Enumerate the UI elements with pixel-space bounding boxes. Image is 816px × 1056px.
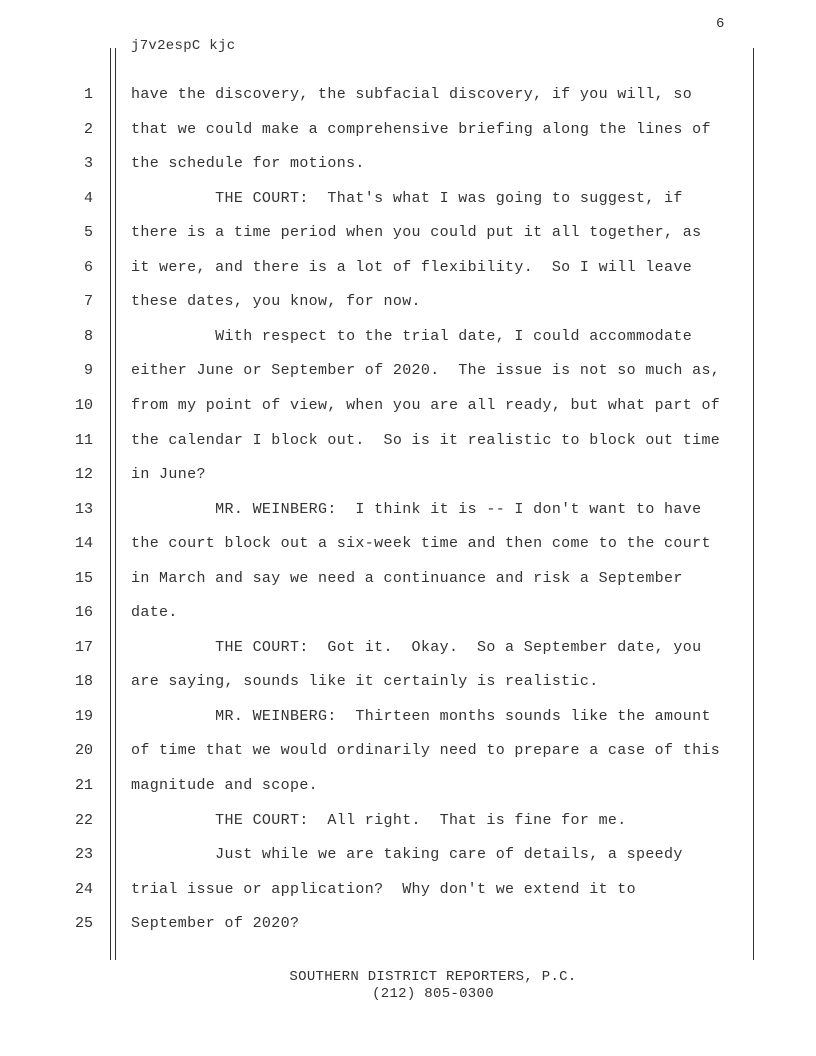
transcript-line: that we could make a comprehensive briefing along the lines of <box>131 120 711 138</box>
transcript-line: With respect to the trial date, I could accommodate <box>131 327 693 345</box>
line-number: 2 <box>83 120 93 138</box>
line-number: 6 <box>83 258 93 276</box>
transcript-line: the calendar I block out. So is it realistic to block out time <box>131 431 721 449</box>
footer <box>0 969 816 1003</box>
footer-phone: (212) 805-0300 <box>372 986 494 1002</box>
left-margin-rule-inner <box>115 48 116 960</box>
transcript-line: of time that we would ordinarily need to prepare a case of this <box>131 742 721 760</box>
line-number: 19 <box>74 707 93 725</box>
transcript-line: the schedule for motions. <box>131 155 365 173</box>
line-number: 10 <box>74 396 93 414</box>
transcript-line: MR. WEINBERG: I think it is -- I don't want to have <box>131 500 702 518</box>
line-number: 12 <box>74 466 93 484</box>
transcript-line: are saying, sounds like it certainly is realistic. <box>131 673 599 691</box>
transcript-line: the court block out a six-week time and then come to the court <box>131 535 711 553</box>
transcript-line: either June or September of 2020. The issue is not so much as, <box>131 362 721 380</box>
line-number: 23 <box>74 846 93 864</box>
line-number: 21 <box>74 777 93 794</box>
transcript-line: in March and say we need a continuance and risk a September <box>131 569 683 587</box>
line-number: 5 <box>83 224 93 242</box>
transcript-line: Just while we are taking care of details, a speedy <box>131 846 683 864</box>
transcript-line: MR. WEINBERG: Thirteen months sounds like the amount <box>131 707 711 725</box>
transcript-line: magnitude and scope. <box>131 777 319 794</box>
transcript-line: from my point of view, when you are all ready, but what part of <box>131 396 721 414</box>
transcript-line: in June? <box>131 466 206 484</box>
transcript-line: trial issue or application? Why don't we extend it to <box>131 880 636 898</box>
line-number: 14 <box>74 535 93 553</box>
header-code: j7v2espC kjc <box>131 38 236 54</box>
right-margin-rule <box>753 48 754 960</box>
line-number: 1 <box>83 86 93 103</box>
page-number: 6 <box>716 16 725 32</box>
left-margin-rule-outer <box>110 48 111 960</box>
line-number: 11 <box>74 431 93 449</box>
transcript-line: date. <box>131 604 178 622</box>
line-number: 3 <box>83 155 93 173</box>
line-number: 15 <box>74 569 93 587</box>
line-number: 25 <box>74 915 93 933</box>
line-number: 13 <box>74 500 93 518</box>
line-number: 17 <box>74 638 93 656</box>
line-number: 18 <box>74 673 93 691</box>
line-number: 24 <box>74 880 93 898</box>
line-number: 7 <box>83 293 93 311</box>
line-number: 8 <box>83 327 93 345</box>
transcript-line: THE COURT: Got it. Okay. So a September date, you <box>131 638 702 656</box>
transcript-line: it were, and there is a lot of flexibility. So I will leave <box>131 258 693 276</box>
line-number: 9 <box>83 362 93 380</box>
transcript-line: these dates, you know, for now. <box>131 293 421 311</box>
transcript-line: have the discovery, the subfacial discovery, if you will, so <box>131 86 693 103</box>
transcript-line: THE COURT: That's what I was going to suggest, if <box>131 189 683 207</box>
footer-reporter: SOUTHERN DISTRICT REPORTERS, P.C. <box>289 969 577 985</box>
transcript-line: September of 2020? <box>131 915 300 933</box>
transcript-line: THE COURT: All right. That is fine for me. <box>131 811 627 829</box>
line-number: 4 <box>83 189 93 207</box>
line-number: 16 <box>74 604 93 622</box>
transcript-line: there is a time period when you could put it all together, as <box>131 224 702 242</box>
line-number: 20 <box>74 742 93 760</box>
line-number: 22 <box>74 811 93 829</box>
